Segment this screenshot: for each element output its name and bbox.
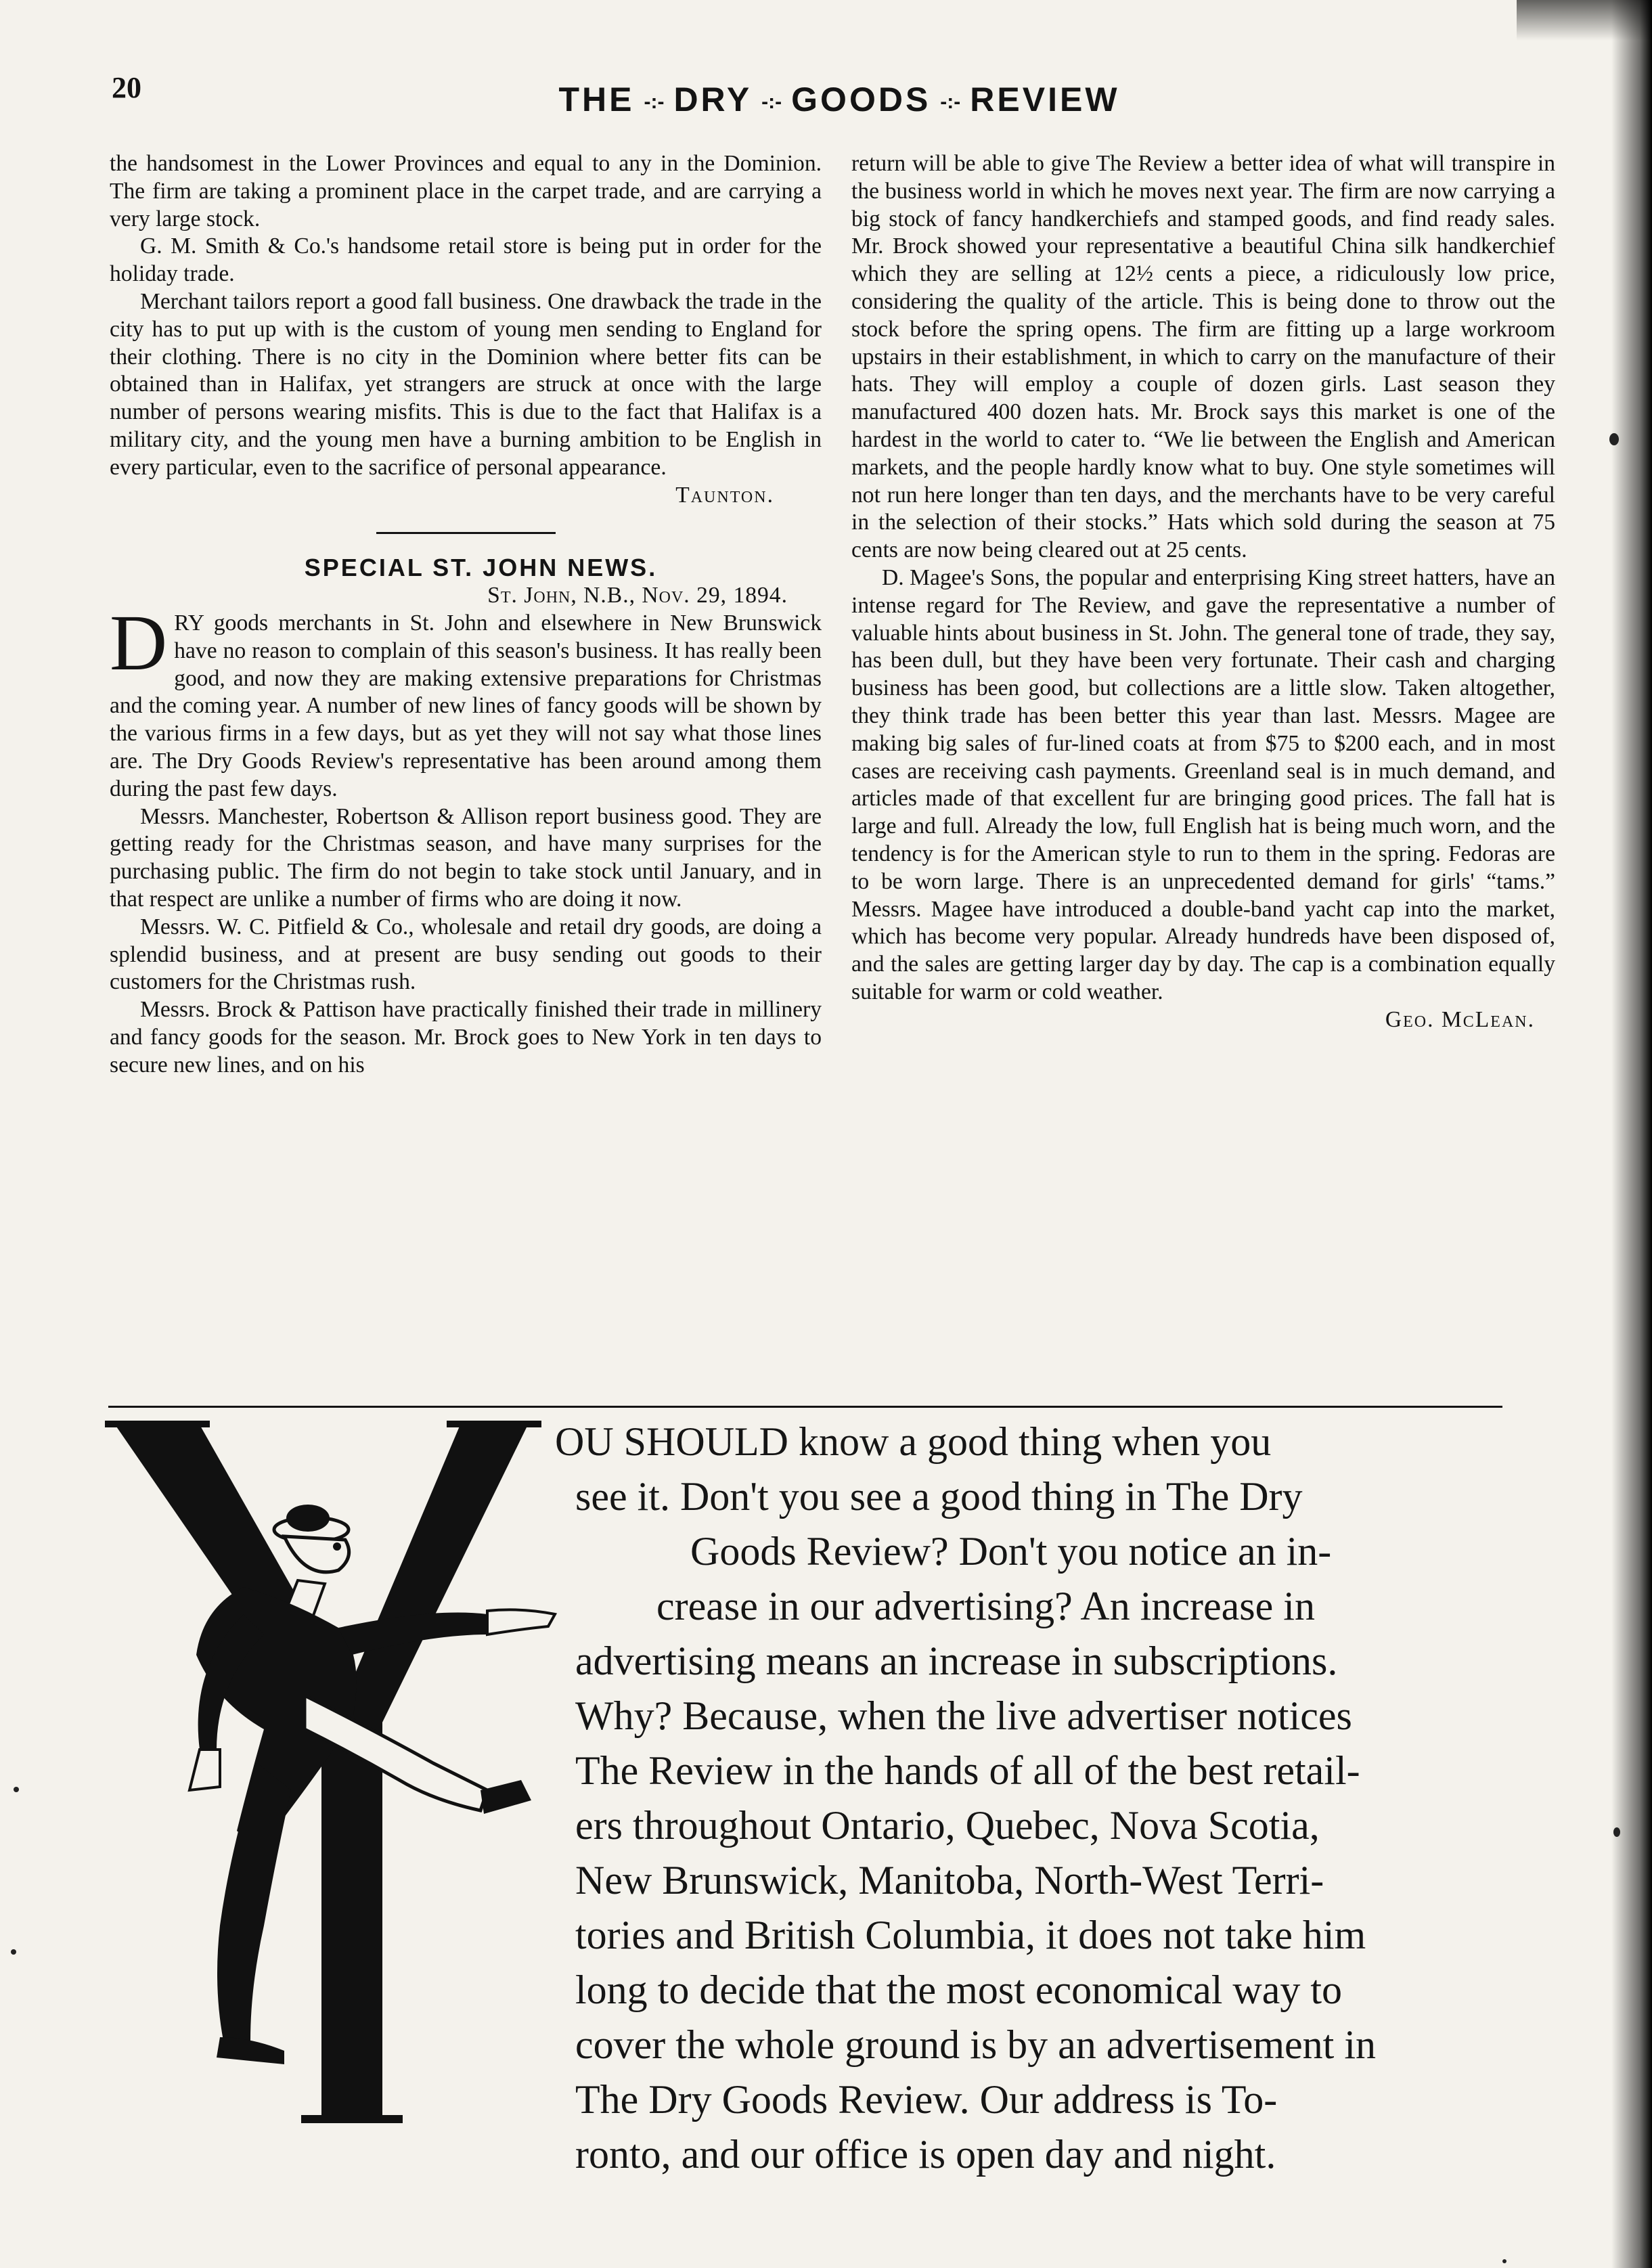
ad-line: Goods Review? Don't you notice an in-	[690, 1529, 1332, 1574]
lead-paragraph-text: RY goods merchants in St. John and elsewhere in New Brunswick have no reason to complain of this season's business. It has really been good, and now they are making extensive preparations for Christmas and the coming year. A number of new lines of fancy goods will be shown by the various firms in a few days, but as yet they will not say what those lines are. The Dry Goods Review's representative has been around among them during the past few days.	[110, 610, 822, 801]
dateline: St. John, N.B., Nov. 29, 1894.	[487, 583, 788, 608]
head-word: THE	[558, 81, 635, 118]
advertisement-text	[541, 1415, 1523, 2182]
ad-line: New Brunswick, Manitoba, North-West Terri-	[575, 1858, 1324, 1903]
lead-paragraph	[110, 598, 822, 803]
article-paragraph: return will be able to give The Review a better idea of what will transpire in the business world in which he moves next year. The firm are now carrying a big stock of fancy handkerchiefs and stamped goods, and find ready sales. Mr. Brock showed your representative a beautiful China silk handkerchief which they are selling at 12½ cents a piece, a ridiculously low price, considering the quality of the article. This is being done to throw out the stock before the spring opens. The firm are fitting up a large workroom upstairs in their establishment, in which to carry on the manufacture of their hats. They will employ a couple of dozen girls. Last season they manufactured 400 dozen hats. Mr. Brock says this market is one of the hardest in the world to cater to. “We lie between the English and American markets, and the people hardly know what to buy. One style sometimes will not run here longer than ten days, and the merchants have to be very careful in the selection of their stocks.” Hats which sold during the season at 75 cents are now being cleared out at 25 cents.	[851, 151, 1555, 563]
page-edge-shadow	[1611, 0, 1652, 2268]
article-paragraph: Messrs. W. C. Pitfield & Co., wholesale and retail dry goods, are doing a splendid business, and at present are busy sending out goods to their customers for the Christmas rush.	[110, 914, 822, 995]
ad-line: The Review in the hands of all of the best retail-	[575, 1748, 1360, 1793]
section-heading: SPECIAL ST. JOHN NEWS.	[304, 554, 658, 582]
article-paragraph: D. Magee's Sons, the popular and enterprising King street hatters, have an intense regard for The Review, and gave the representative a number of valuable hints about business in St. John. The general tone of trade, they say, has been dull, but they have been very fortunate. Their cash and charging business has been good, but collections are a little slow. Taken altogether, they think trade has been better this year than last. Messrs. Magee are making big sales of fur-lined coats at from $75 to $200 each, and in most cases are receiving cash payments. Greenland seal is in much demand, and articles made of that excellent fur are bringing good prices. The fall hat is large and full. Already the low, full English hat is being much worn, and the tendency is for the American style to run to them in the spring. Fedoras are to be worn large. There is an unprecedented demand for girls' “tams.” Messrs. Magee have introduced a double-band yacht cap into the market, which has become very popular. Already hundreds have been disposed of, and the sales are getting larger day by day. The cap is a combination equally suitable for warm or cold weather.	[851, 564, 1555, 1004]
ad-line: cover the whole ground is by an advertisement in	[575, 2022, 1377, 2067]
article-paragraph: G. M. Smith & Co.'s handsome retail store is being put in order for the holiday trade.	[110, 234, 822, 287]
article-paragraph: Merchant tailors report a good fall business. One drawback the trade in the city has to put up with is the custom of young men sending to England for their clothing. There is no city in the Dominion where better fits can be obtained than in Halifax, yet strangers are struck at once with the large number of persons wearing misfits. This is due to the fact that Halifax is a military city, and the young men have a burning ambition to be English in every particular, even to the sacrifice of personal appearance.	[110, 288, 822, 480]
head-separator: -:-	[940, 90, 961, 113]
ad-line: Why? Because, when the live advertiser notices	[575, 1693, 1352, 1738]
article-paragraph: Messrs. Brock & Pattison have practically finished their trade in millinery and fancy goods for the season. Mr. Brock goes to New York in ten days to secure new lines, and on his	[110, 997, 822, 1077]
left-column	[110, 150, 822, 1080]
ad-line: advertising means an increase in subscriptions.	[575, 1639, 1338, 1683]
ad-line: The Dry Goods Review. Our address is To-	[575, 2077, 1278, 2122]
ad-line: ronto, and our office is open day and night.	[575, 2132, 1276, 2177]
page-number: 20	[112, 71, 141, 104]
correspondent-signoff: Taunton.	[675, 482, 774, 508]
right-column	[851, 150, 1555, 1034]
advertisement-divider	[108, 1406, 1502, 1408]
ad-line: see it. Don't you see a good thing in The Dry	[575, 1474, 1303, 1519]
drop-cap: D	[110, 598, 168, 687]
section-divider	[376, 532, 556, 534]
correspondent-signoff: Geo. McLean.	[1385, 1006, 1535, 1032]
running-head	[433, 80, 1245, 119]
ad-line: OU SHOULD know a good thing when you	[555, 1419, 1272, 1464]
ad-line: tories and British Columbia, it does not take him	[575, 1913, 1366, 1957]
ad-initial-letter: Y	[81, 1411, 82, 1412]
ad-line: crease in our advertising? An increase in	[656, 1584, 1315, 1628]
head-word: GOODS	[791, 81, 931, 118]
head-word: REVIEW	[970, 81, 1120, 118]
advertisement-illustration	[81, 1411, 568, 2129]
head-separator: -:-	[644, 90, 665, 113]
article-paragraph: the handsomest in the Lower Provinces and equal to any in the Dominion. The firm are taking a prominent place in the carpet trade, and are carrying a very large stock.	[110, 151, 822, 231]
page-corner-shadow	[1517, 0, 1652, 41]
ad-line: long to decide that the most economical way to	[575, 1967, 1343, 2012]
head-separator: -:-	[761, 90, 782, 113]
ad-line: ers throughout Ontario, Quebec, Nova Scotia,	[575, 1803, 1320, 1848]
head-word: DRY	[673, 81, 753, 118]
article-paragraph: Messrs. Manchester, Robertson & Allison report business good. They are getting ready for the Christmas season, and have many surprises for the purchasing public. The firm do not begin to take stock until January, and in that respect are unlike a number of firms who are doing it now.	[110, 803, 822, 912]
